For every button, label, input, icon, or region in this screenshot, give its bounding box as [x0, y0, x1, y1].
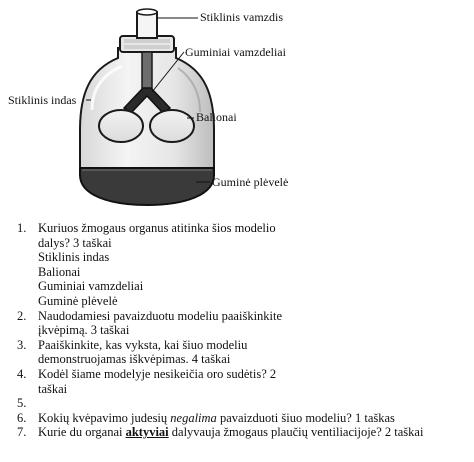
question-number: 7. [17, 425, 27, 440]
question-strong: aktyviai [125, 425, 169, 440]
list-item: Balionai [38, 264, 81, 279]
question-text-post: pavaizduoti šiuo modeliu? 1 taškas [216, 410, 395, 425]
question-7 [0, 425, 474, 440]
label-glass-tube: Stiklinis vamzdis [200, 10, 284, 24]
question-text: Naudodamiesi pavaizduotu modeliu paaiškinkite [38, 308, 283, 323]
label-rubber-tubes: Guminiai vamzdeliai [185, 45, 286, 59]
question-4 [0, 367, 474, 396]
balloon-right [150, 110, 194, 142]
question-1 [0, 221, 474, 309]
question-text-pre: Kokių kvėpavimo judesių [38, 410, 171, 425]
question-text: Paaiškinkite, kas vyksta, kai šiuo modeliu [38, 337, 248, 352]
glass-tube [137, 12, 157, 38]
question-text [38, 425, 474, 440]
question-text-post: dalyvauja žmogaus plaučių ventiliacijoje? 2 taškai [168, 425, 424, 440]
label-balloons: Balionai [196, 110, 237, 124]
list-item: Stiklinis indas [38, 250, 110, 265]
question-text: Kuriuos žmogaus organus atitinka šios modelio [38, 221, 276, 235]
list-item: Guminė plėvelė [38, 293, 118, 308]
question-number: 1. [17, 221, 27, 235]
question-text [38, 411, 474, 426]
question-text-cont: dalys? 3 taškai [38, 235, 112, 250]
bell-jar-model-figure [0, 0, 474, 215]
question-text-cont: taškai [38, 381, 68, 396]
question-5 [0, 396, 474, 411]
question-number: 2. [17, 308, 27, 323]
question-2 [0, 309, 474, 338]
question-text-pre: Kurie du organai [38, 425, 126, 440]
label-glass-jar: Stiklinis indas [8, 93, 77, 107]
rubber-membrane [80, 168, 214, 205]
question-3 [0, 338, 474, 367]
question-number: 6. [17, 410, 27, 425]
question-list [0, 221, 474, 440]
question-6 [0, 411, 474, 426]
label-rubber-membrane: Guminė plėvelė [212, 175, 289, 189]
question-emphasis: negalima [170, 410, 217, 425]
balloon-left [99, 110, 143, 142]
list-item: Guminiai vamzdeliai [38, 279, 144, 294]
question-number: 4. [17, 366, 27, 381]
question-number: 3. [17, 337, 27, 352]
question-text-cont: demonstruojamas iškvėpimas. 4 taškai [38, 352, 231, 367]
question-text: Kodėl šiame modelyje nesikeičia oro sudėtis? 2 [38, 366, 277, 381]
question-text-cont: įkvėpimą. 3 taškai [38, 323, 130, 338]
question-text [38, 396, 474, 411]
question-number: 5. [17, 396, 27, 411]
